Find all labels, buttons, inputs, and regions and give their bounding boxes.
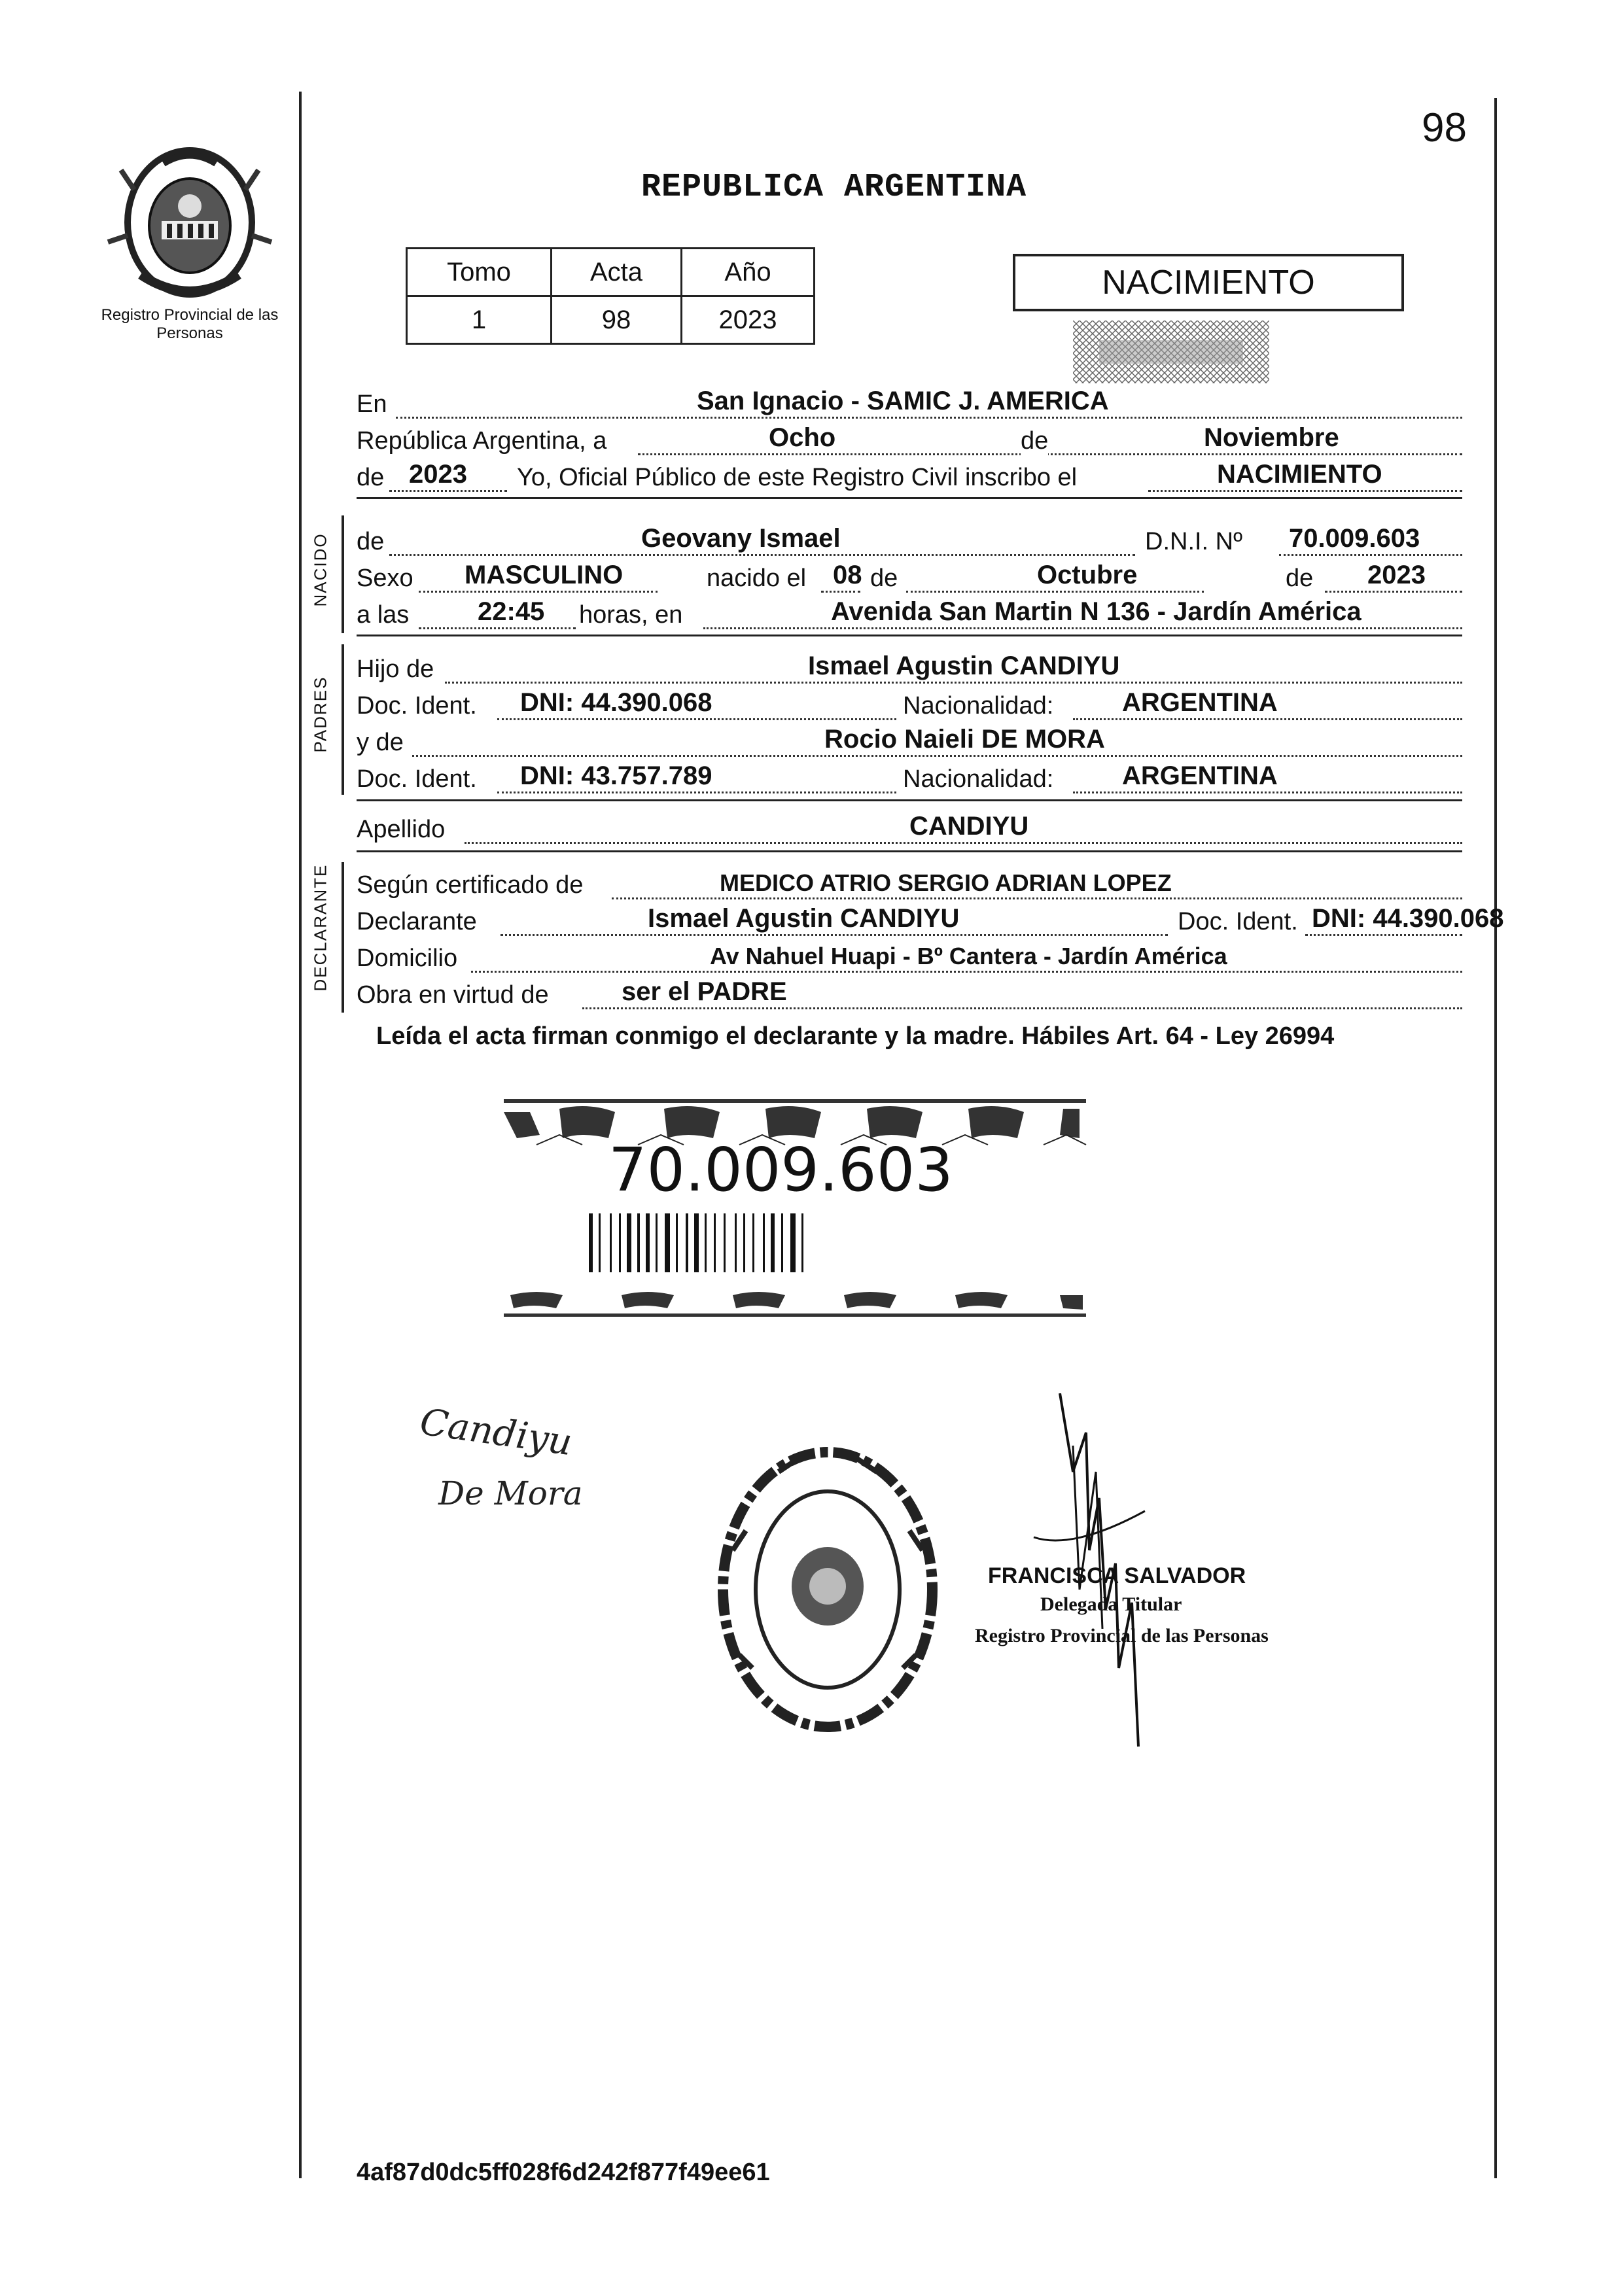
barcode-bar bbox=[619, 1213, 621, 1272]
row-sexo bbox=[357, 560, 1462, 597]
father-nac-label: Nacionalidad: bbox=[903, 692, 1054, 720]
apellido-label: Apellido bbox=[357, 816, 446, 843]
birth-place: Avenida San Martin N 136 - Jardín América bbox=[831, 597, 1361, 626]
father-nationality: ARGENTINA bbox=[1122, 688, 1278, 717]
barcode-bar bbox=[646, 1213, 650, 1272]
anio-header: Año bbox=[682, 249, 815, 296]
obra-value: ser el PADRE bbox=[622, 977, 787, 1006]
row-certificado bbox=[357, 867, 1462, 903]
yo-text: Yo, Oficial Público de este Registro Civil inscribo el bbox=[517, 464, 1078, 491]
mother-name: Rocio Naieli DE MORA bbox=[824, 725, 1105, 754]
official-stamp-icon bbox=[707, 1433, 949, 1747]
nacido-de-label: de bbox=[357, 528, 385, 555]
row-republica bbox=[357, 423, 1462, 459]
closing-statement: Leída el acta firman conmigo el declarante y la madre. Hábiles Art. 64 - Ley 26994 bbox=[376, 1022, 1335, 1050]
anio-value: 2023 bbox=[682, 296, 815, 344]
acta-value: 98 bbox=[552, 296, 682, 344]
decl-value: Ismael Agustin CANDIYU bbox=[648, 904, 960, 933]
tomo-value: 1 bbox=[407, 296, 552, 344]
barcode-bar bbox=[610, 1213, 612, 1272]
mother-nac-label: Nacionalidad: bbox=[903, 765, 1054, 793]
horas-en-label: horas, en bbox=[579, 601, 683, 629]
birth-day: 08 bbox=[833, 561, 862, 589]
decl-doc: DNI: 44.390.068 bbox=[1312, 904, 1504, 933]
dom-value: Av Nahuel Huapi - Bº Cantera - Jardín América bbox=[710, 943, 1227, 969]
row-father-doc bbox=[357, 687, 1462, 724]
right-border bbox=[1494, 98, 1497, 2178]
barcode-bar bbox=[714, 1213, 716, 1272]
barcode-bar bbox=[686, 1213, 688, 1272]
barcode-bar bbox=[752, 1213, 754, 1272]
row-declarante bbox=[357, 903, 1504, 940]
republica-label: República Argentina, a bbox=[357, 427, 607, 455]
barcode-bar bbox=[781, 1213, 783, 1272]
row-apellido bbox=[357, 811, 1462, 848]
father-name: Ismael Agustin CANDIYU bbox=[808, 652, 1120, 680]
nacido-section-label: NACIDO bbox=[310, 532, 330, 607]
year-prefix: de bbox=[357, 464, 385, 491]
obra-label: Obra en virtud de bbox=[357, 981, 549, 1009]
parents-signature bbox=[412, 1400, 595, 1531]
decl-label: Declarante bbox=[357, 908, 477, 935]
barcode-bar bbox=[771, 1213, 775, 1272]
de-label: de bbox=[1021, 427, 1049, 455]
y-de-label: y de bbox=[357, 729, 404, 756]
birth-de2: de bbox=[1286, 565, 1314, 592]
child-dni: 70.009.603 bbox=[1289, 524, 1420, 553]
country-title: REPUBLICA ARGENTINA bbox=[641, 169, 1027, 206]
barcode-bar bbox=[705, 1213, 707, 1272]
birth-month: Octubre bbox=[1037, 561, 1138, 589]
sexo-value: MASCULINO bbox=[465, 561, 624, 589]
row-obra bbox=[357, 977, 1462, 1013]
barcode-bar bbox=[724, 1213, 726, 1272]
barcode-bar bbox=[743, 1213, 745, 1272]
acta-header: Acta bbox=[552, 249, 682, 296]
row-year bbox=[357, 459, 1462, 496]
cert-label: Según certificado de bbox=[357, 871, 584, 899]
province-emblem-icon bbox=[101, 144, 278, 307]
year-value: 2023 bbox=[409, 460, 467, 489]
father-doc: DNI: 44.390.068 bbox=[520, 688, 712, 717]
child-name: Geovany Ismael bbox=[641, 524, 841, 553]
left-border bbox=[299, 92, 302, 2178]
nacido-el-label: nacido el bbox=[707, 565, 807, 592]
apellido-value: CANDIYU bbox=[909, 812, 1029, 841]
mother-nationality: ARGENTINA bbox=[1122, 761, 1278, 790]
barcode-bar bbox=[694, 1213, 699, 1272]
office-name: Registro Provincial de las Personas bbox=[101, 306, 279, 342]
birth-de1: de bbox=[870, 565, 898, 592]
row-mother-doc bbox=[357, 761, 1462, 797]
place-value: San Ignacio - SAMIC J. AMERICA bbox=[697, 387, 1109, 415]
father-doc-label: Doc. Ident. bbox=[357, 692, 477, 720]
sexo-label: Sexo bbox=[357, 565, 413, 592]
day-value: Ocho bbox=[769, 423, 836, 452]
dni-stamp bbox=[504, 1099, 1093, 1341]
barcode-bar bbox=[599, 1213, 601, 1272]
barcode-bar bbox=[627, 1213, 631, 1272]
mother-doc-label: Doc. Ident. bbox=[357, 765, 477, 793]
row-hijo-de bbox=[357, 651, 1462, 687]
signature-line2: De Mora bbox=[438, 1474, 583, 1512]
security-seal-icon bbox=[1073, 321, 1269, 383]
row-y-de bbox=[357, 724, 1462, 761]
row-en bbox=[357, 386, 1462, 423]
act-value: NACIMIENTO bbox=[1217, 460, 1382, 489]
barcode-bar bbox=[801, 1213, 803, 1272]
tomo-header: Tomo bbox=[407, 249, 552, 296]
barcode-bar bbox=[735, 1213, 737, 1272]
page-number: 98 bbox=[1422, 105, 1467, 150]
hora-value: 22:45 bbox=[478, 597, 545, 626]
dom-label: Domicilio bbox=[357, 945, 458, 972]
act-type-box: NACIMIENTO bbox=[1013, 254, 1404, 311]
en-label: En bbox=[357, 391, 387, 418]
declarante-section-label: DECLARANTE bbox=[310, 863, 330, 992]
barcode-bar bbox=[656, 1213, 658, 1272]
barcode-bar bbox=[665, 1213, 670, 1272]
decl-doc-label: Doc. Ident. bbox=[1178, 908, 1298, 935]
document-hash: 4af87d0dc5ff028f6d242f877f49ee61 bbox=[357, 2159, 770, 2186]
cert-value: MEDICO ATRIO SERGIO ADRIAN LOPEZ bbox=[720, 869, 1172, 896]
row-domicilio bbox=[357, 940, 1462, 977]
mother-doc: DNI: 43.757.789 bbox=[520, 761, 712, 790]
barcode-bar bbox=[763, 1213, 765, 1272]
official-office: Registro Provincial de las Personas bbox=[975, 1625, 1269, 1646]
hijo-de-label: Hijo de bbox=[357, 655, 434, 683]
barcode-bar bbox=[676, 1213, 678, 1272]
month-value: Noviembre bbox=[1204, 423, 1339, 452]
dni-label: D.N.I. Nº bbox=[1145, 528, 1242, 555]
official-name: FRANCISCA SALVADOR bbox=[988, 1563, 1246, 1588]
hora-label: a las bbox=[357, 601, 410, 629]
row-hora bbox=[357, 597, 1462, 633]
barcode-bar bbox=[790, 1213, 796, 1272]
registry-table bbox=[406, 247, 815, 345]
barcode-bar bbox=[589, 1213, 593, 1272]
row-nacido-name bbox=[357, 523, 1462, 560]
barcode-bar bbox=[637, 1213, 640, 1272]
official-role: Delegada Titular bbox=[1040, 1593, 1182, 1615]
padres-section-label: PADRES bbox=[310, 676, 330, 753]
birth-year: 2023 bbox=[1367, 561, 1426, 589]
signature-line1: Candiyu bbox=[417, 1400, 575, 1465]
dni-stamp-number: 70.009.603 bbox=[608, 1135, 953, 1205]
